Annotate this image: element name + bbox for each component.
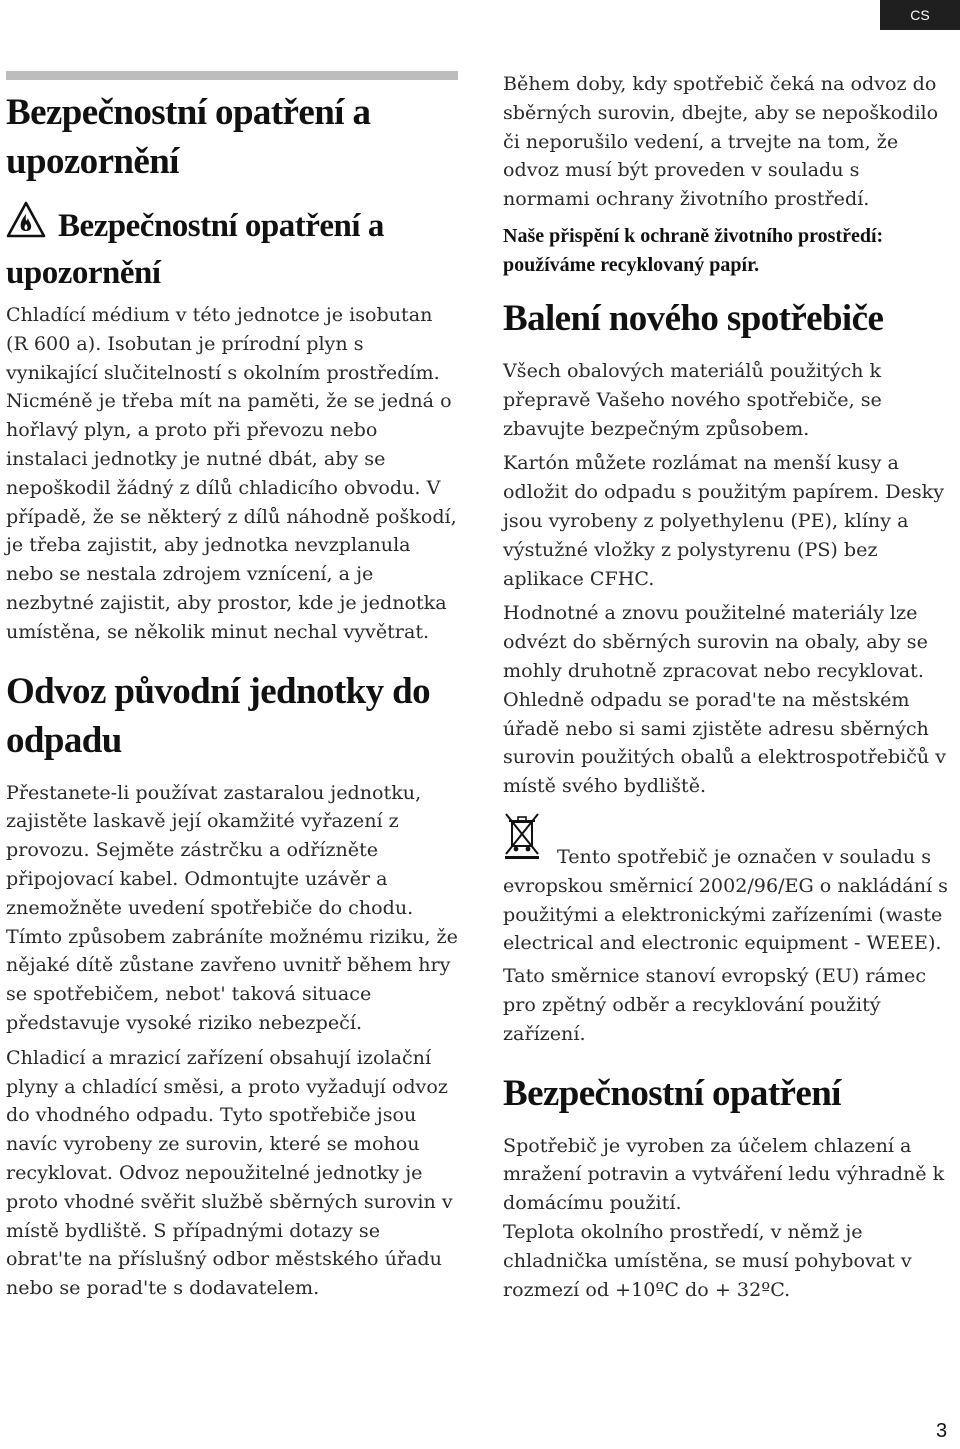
cardboard-paragraph: Kartón můžete rozlámat na menší kusy a odložit do odpadu s použitým papírem. Desky jsou vyrobeny z polyethylenu (PE), klíny a výstužné vložky z polystyrenu (PS) bez aplikace CFHC.	[503, 451, 944, 590]
intended-use-paragraph: Spotřebič je vyroben za účelem chlazení a mražení potravin a vytváření ledu výhradně k domácímu použití.	[503, 1133, 945, 1215]
eu-directive-paragraph: Tato směrnice stanoví evropský (EU) rámec pro zpětný odběr a recyklování použitý zařízení.	[503, 964, 927, 1045]
right-column	[503, 70, 948, 1304]
disposal-heading: Odvoz původní jednotky do odpadu	[6, 670, 430, 761]
safety-heading: Bezpečnostní opatření	[503, 1072, 841, 1114]
waiting-disposal-paragraph: Během doby, kdy spotřebič čeká na odvoz do sběrných surovin, dbejte, aby se nepoškodilo či neporušilo vedení, a trvejte na tom, že odvoz musí být proveden v souladu s normami ochrany životního prostředí.	[503, 72, 939, 211]
reusable-materials-paragraph: Hodnotné a znovu použitelné materiály lze odvézt do sběrných surovin na obaly, aby se mohly druhotně zpracovat nebo recyklovat. Ohledně odpadu se porad'te na městském úřadě nebo si sami zjistěte adresu sběrných surovin použitých obalů a elektrospotřebičů v místě svého bydliště.	[503, 601, 947, 798]
page-title: Bezpečnostní opatření a upozornění	[6, 92, 371, 182]
weee-paragraph: Tento spotřebič je označen v souladu s evropskou směrnicí 2002/96/EG o nakládání s použitými a elektronickými zařízeními (waste electrical and electronic equipment - WEEE).	[503, 844, 948, 955]
environment-note: Naše přispění k ochraně životního prostředí: používáme recyklovaný papír.	[503, 224, 884, 276]
page-number: 3	[936, 1420, 948, 1442]
section-divider	[6, 71, 458, 80]
language-badge: CS	[880, 0, 960, 30]
packaging-paragraph: Všech obalových materiálů použitých k přepravě Vašeho nového spotřebiče, se zbavujte bezpečným způsobem.	[503, 358, 882, 440]
flame-warning-icon	[6, 200, 46, 252]
safety-warning-heading	[6, 200, 460, 295]
disposal-paragraph: Přestanete-li používat zastaralou jednotku, zajistěte laskavě její okamžité vyřazení z provozu. Sejměte zástrčku a odřízněte připojovací kabel. Odmontujte uzávěr a znemožněte uvedení spotřebiče do chodu. Tímto způsobem zabráníte možnému riziku, že nějaké dítě zůstane zavřeno uvnitř během hry se spotřebičem, nebot' taková situace představuje vysoké riziko nebezpečí.	[6, 780, 458, 1034]
left-column	[6, 88, 460, 1303]
packaging-heading: Balení nového spotřebiče	[503, 297, 884, 339]
temperature-paragraph: Teplota okolního prostředí, v němž je chladnička umístěna, se musí pohybovat v rozmezí od +10ºC do + 32ºC.	[503, 1219, 912, 1301]
isobutane-paragraph: Chladící médium v této jednotce je isobutan (R 600 a). Isobutan je prírodní plyn s vynikající slučitelností s okolním prostředím. Nicméně je třeba mít na paměti, že se jedná o hořlavý plyn, a proto při převozu nebo instalaci jednotky je nutné dbát, aby se nepoškodil žádný z dílů chladicího obvodu. V případě, že se některý z dílů náhodně poškodí, je třeba zajistit, aby jednotka nevzplanula nebo se nestala zdrojem vznícení, a je nezbytné zajistit, aby prostor, kde je jednotka umístěna, se několik minut nechal vyvětrat.	[6, 303, 457, 643]
weee-block	[503, 843, 948, 958]
crossed-bin-icon	[503, 809, 541, 863]
safety-warning-heading-text: Bezpečnostní opatření a upozornění	[6, 208, 384, 291]
recycling-paragraph: Chladicí a mrazicí zařízení obsahují izolační plyny a chladící směsi, a proto vyžadují odvoz do vhodného odpadu. Tyto spotřebiče jsou navíc vyrobeny ze surovin, které se mohou recyklovat. Odvoz nepoužitelné jednotky je proto vhodné svěřit službě sběrných surovin v místě bydliště. S případnými dotazy se obrat'te na příslušný odbor městského úřadu nebo se porad'te s dodavatelem.	[6, 1045, 453, 1300]
